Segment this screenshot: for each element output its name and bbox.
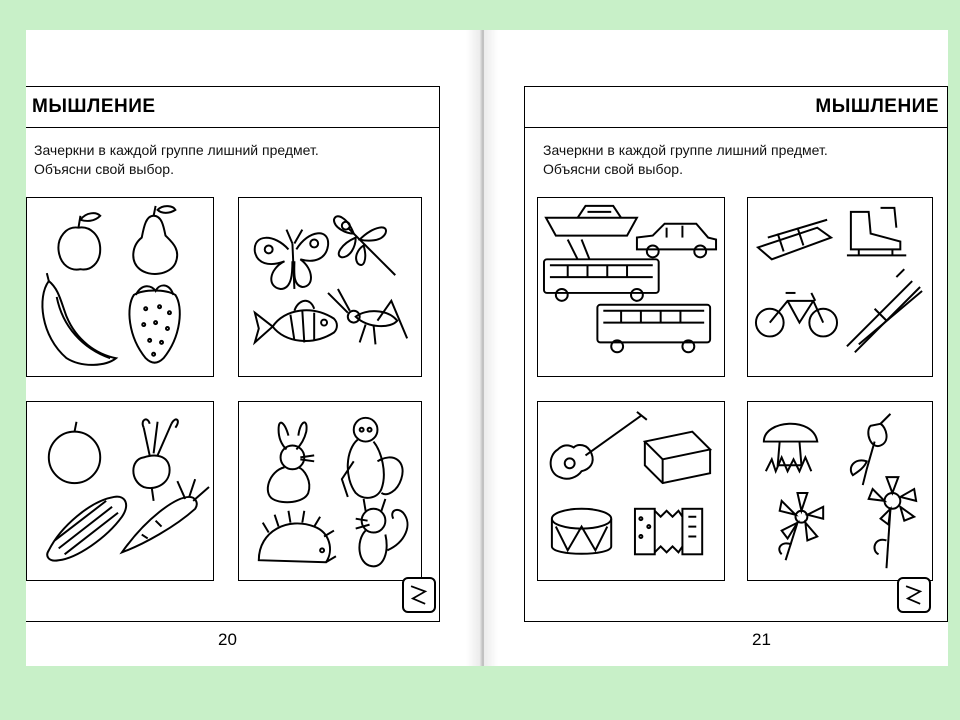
monkey-icon [342,418,403,498]
right-instruction [543,141,828,179]
left-page-header [26,87,439,128]
group-box-animals[interactable] [238,401,422,581]
boat-icon [546,206,637,236]
guitar-icon [551,412,647,479]
section-badge [402,577,436,613]
apple-icon [58,213,100,269]
cucumber-icon [47,497,126,561]
left-page [26,30,482,666]
right-page-number: 21 [752,630,771,649]
pear-icon [133,206,177,274]
carrot-icon [122,479,209,552]
bellflower-icon [851,414,891,485]
fish-icon [255,301,337,343]
group-box-instruments[interactable] [537,401,725,581]
group-box-vegetables[interactable] [26,401,214,581]
accordion-icon [635,509,702,554]
left-instruction [34,141,319,179]
group-box-insects[interactable] [238,197,422,377]
bicycle-icon [756,293,837,337]
butterfly-icon [255,230,328,289]
right-page [484,30,948,666]
right-page-shadow [484,30,498,666]
open-workbook [26,30,948,666]
group-box-sports[interactable] [747,197,933,377]
strawberry-icon [129,285,179,362]
drum-icon [552,509,611,554]
left-section-title: МЫШЛЕНИЕ [32,96,156,117]
right-page-header [525,87,947,128]
book-icon [645,432,710,483]
left-instruction-line2: Объясни свой выбор. [34,161,174,177]
mushroom-icon [764,424,817,471]
squirrel-icon [356,499,408,566]
chamomile-icon [869,477,916,568]
rabbit-icon [268,422,314,502]
left-instruction-line1: Зачеркни в каждой группе лишний предмет. [34,142,319,158]
car-icon [637,224,716,258]
left-page-shadow [466,30,480,666]
skates-icon [847,208,906,255]
right-instruction-line2: Объясни свой выбор. [543,161,683,177]
section-badge-right [897,577,931,613]
right-page-frame [524,86,948,622]
banana-icon [42,273,116,365]
sled-icon [758,220,831,260]
bus-icon [597,305,710,352]
skis-icon [847,269,922,352]
group-box-transport[interactable] [537,197,725,377]
right-section-title: МЫШЛЕНИЕ [815,96,939,117]
dragonfly-icon [334,216,395,275]
hedgehog-icon [259,511,336,562]
flower-icon [779,493,823,560]
plum-icon [49,422,100,483]
beet-icon [133,419,178,500]
grasshopper-icon [328,289,407,344]
badge-mark-icon-right [899,579,929,611]
left-page-number: 20 [218,630,237,649]
badge-mark-icon [404,579,434,611]
left-page-frame [26,86,440,622]
group-box-plants[interactable] [747,401,933,581]
right-instruction-line1: Зачеркни в каждой группе лишний предмет. [543,142,828,158]
group-box-fruits[interactable] [26,197,214,377]
